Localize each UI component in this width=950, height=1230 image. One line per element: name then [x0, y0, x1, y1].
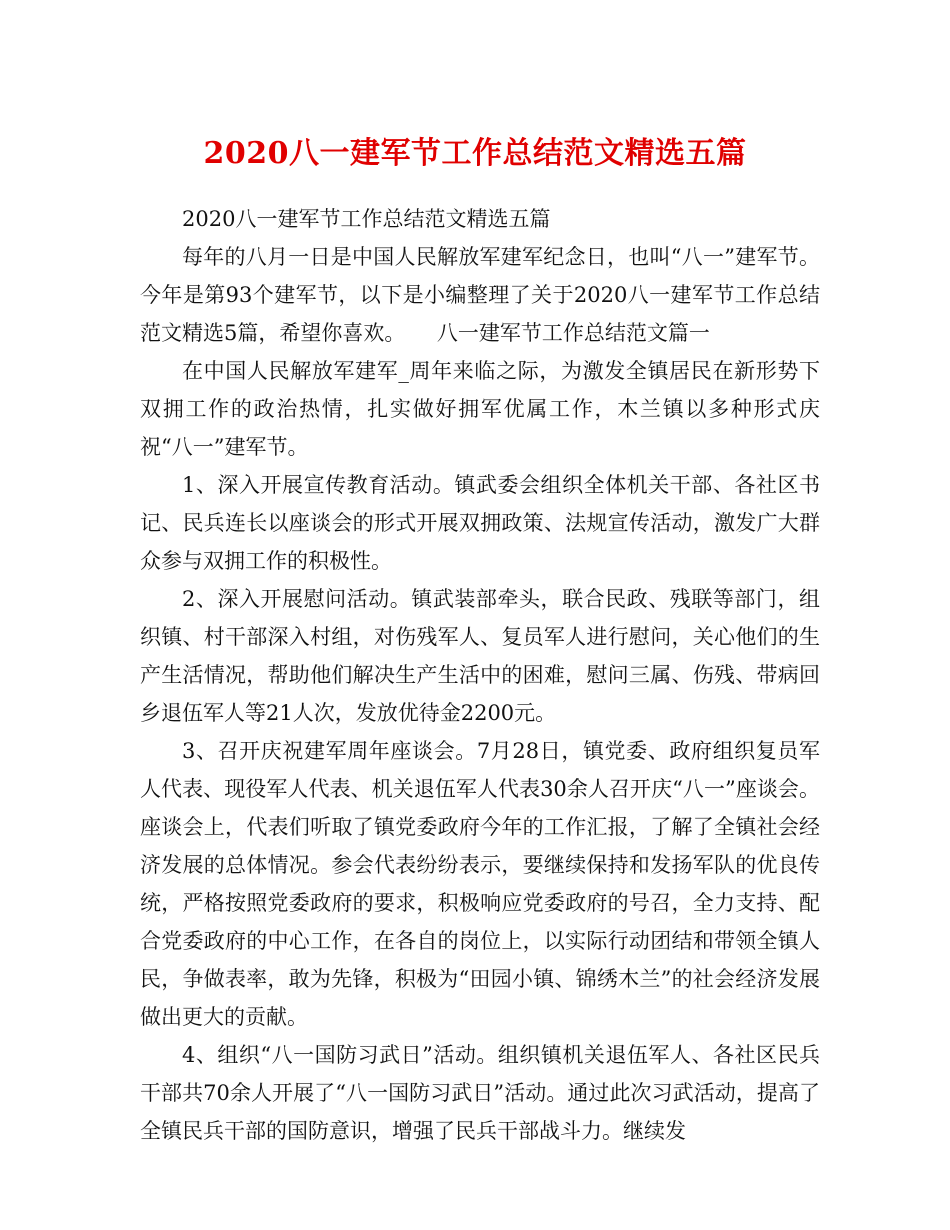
- paragraph-intro: 每年的八月一日是中国人民解放军建军纪念日，也叫“八一”建军节。今年是第93个建军节，以下是小编整理了关于2020八一建军节工作总结范文精选5篇，希望你喜欢。 八一建军节工作总结范文篇一: [140, 245, 820, 345]
- document-title: 2020八一建军节工作总结范文精选五篇: [203, 136, 747, 171]
- paragraph-item-4: 4、组织“八一国防习武日”活动。组织镇机关退伍军人、各社区民兵干部共70余人开展了“八一国防习武日”活动。通过此次习武活动，提高了全镇民兵干部的国防意识，增强了民兵干部战斗力。继续发: [140, 1043, 820, 1143]
- document-body: [140, 200, 820, 1150]
- paragraph-item-3: 3、召开庆祝建军周年座谈会。7月28日，镇党委、政府组织复员军人代表、现役军人代表、机关退伍军人代表30余人召开庆“八一”座谈会。座谈会上，代表们听取了镇党委政府今年的工作汇报，了解了全镇社会经济发展的总体情况。参会代表纷纷表示，要继续保持和发扬军队的优良传统，严格按照党委政府的要求，积极响应党委政府的号召，全力支持、配合党委政府的中心工作，在各自的岗位上，以实际行动团结和带领全镇人民，争做表率，敢为先锋，积极为“田园小镇、锦绣木兰”的社会经济发展做出更大的贡献。: [140, 739, 820, 1029]
- paragraph-subtitle: 2020八一建军节工作总结范文精选五篇: [182, 207, 551, 231]
- paragraph-item-1: 1、深入开展宣传教育活动。镇武委会组织全体机关干部、各社区书记、民兵连长以座谈会的形式开展双拥政策、法规宣传活动，激发广大群众参与双拥工作的积极性。: [140, 473, 820, 573]
- paragraph-overview: 在中国人民解放军建军_周年来临之际，为激发全镇居民在新形势下双拥工作的政治热情，扎实做好拥军优属工作，木兰镇以多种形式庆祝“八一”建军节。: [140, 359, 820, 459]
- paragraph-item-2: 2、深入开展慰问活动。镇武装部牵头，联合民政、残联等部门，组织镇、村干部深入村组，对伤残军人、复员军人进行慰问，关心他们的生产生活情况，帮助他们解决生产生活中的困难，慰问三属、伤残、带病回乡退伍军人等21人次，发放优待金2200元。: [140, 587, 820, 725]
